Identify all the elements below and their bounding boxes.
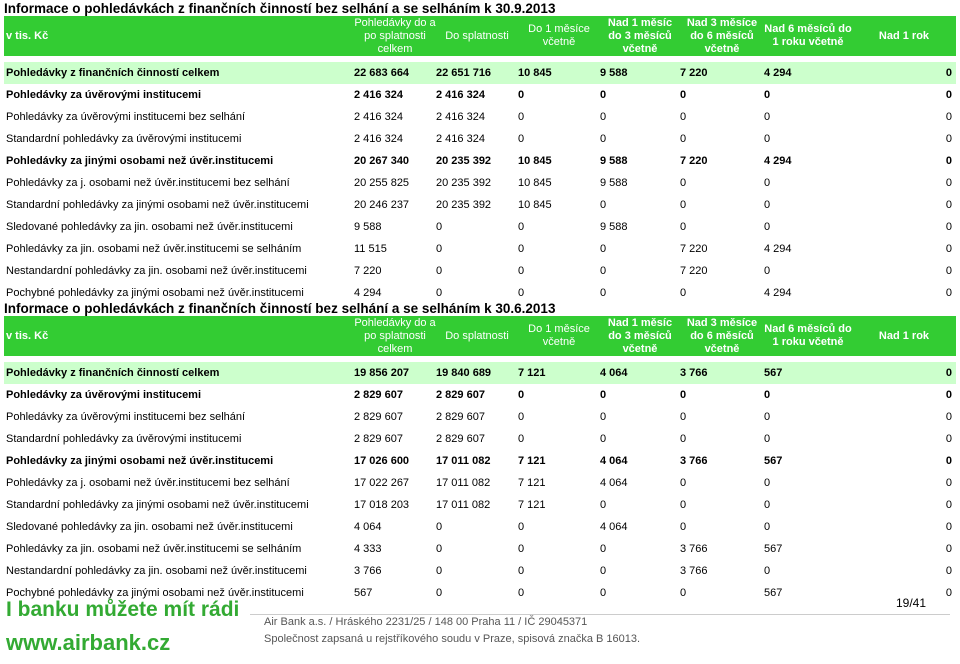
- receivables-table: [4, 316, 956, 604]
- row-label: Standardní pohledávky za jinými osobami než úvěr.institucemi: [6, 199, 309, 211]
- cell-value: 0: [764, 177, 771, 189]
- cell-value: 4 294: [764, 62, 852, 84]
- cell-value: 0: [764, 199, 771, 211]
- cell-value: 0: [945, 111, 952, 123]
- cell-value: 0: [518, 521, 525, 533]
- table-row: [4, 516, 956, 538]
- table-row: [4, 260, 956, 282]
- cell-value: 20 267 340: [354, 155, 410, 167]
- cell-value: 0: [945, 89, 952, 101]
- cell-value: 7 121: [518, 477, 546, 489]
- row-label: Nestandardní pohledávky za jin. osobami než úvěr.institucemi: [6, 265, 307, 277]
- cell-value: 0: [945, 433, 952, 445]
- cell-value: 0: [436, 565, 443, 577]
- cell-value: 4 294: [764, 155, 792, 167]
- cell-value: 0: [764, 521, 771, 533]
- cell-value: 0: [680, 177, 687, 189]
- table-row: [4, 472, 956, 494]
- website-link[interactable]: www.airbank.cz: [6, 630, 171, 655]
- cell-value: 0: [764, 221, 771, 233]
- column-header-1-3m: Nad 1 měsíc do 3 měsíců včetně: [600, 316, 680, 356]
- cell-value: 0: [518, 243, 525, 255]
- cell-value: 0: [518, 433, 525, 445]
- cell-value: 2 829 607: [354, 411, 403, 423]
- cell-value: 9 588: [600, 155, 628, 167]
- row-label: Pochybné pohledávky za jinými osobami než úvěr.institucemi: [6, 287, 304, 299]
- cell-value: 0: [680, 199, 687, 211]
- table-section-q2: [4, 302, 956, 604]
- cell-value: 0: [764, 89, 771, 101]
- cell-value: 567: [354, 587, 373, 599]
- cell-value: 0: [945, 499, 952, 511]
- table-row-total: [4, 362, 956, 384]
- cell-value: 3 766: [680, 455, 708, 467]
- brand-slogan: I banku můžete mít rádi: [6, 598, 240, 621]
- cell-value: 0: [600, 265, 607, 277]
- cell-value: 0: [764, 477, 771, 489]
- cell-value: 20 235 392: [436, 155, 492, 167]
- cell-value: 10 845: [518, 155, 552, 167]
- cell-value: 2 416 324: [354, 133, 403, 145]
- cell-value: 9 588: [354, 221, 382, 233]
- cell-value: 0: [680, 133, 687, 145]
- cell-value: 20 255 825: [354, 177, 410, 189]
- row-label: Sledované pohledávky za jin. osobami než úvěr.institucemi: [6, 221, 293, 233]
- row-label: Pohledávky za úvěrovými institucemi bez selhání: [6, 111, 246, 123]
- cell-value: 4 064: [600, 477, 628, 489]
- table-row: [4, 194, 956, 216]
- table-row: [4, 384, 956, 406]
- cell-value: 0: [764, 433, 771, 445]
- cell-value: 2 416 324: [354, 89, 403, 101]
- cell-value: 17 011 082: [436, 455, 491, 467]
- cell-value: 4 294: [354, 287, 382, 299]
- row-label: Pohledávky za úvěrovými institucemi: [6, 389, 202, 401]
- cell-value: 0: [436, 587, 443, 599]
- row-label: Pohledávky z finančních činností celkem: [4, 362, 354, 384]
- row-label: Pohledávky za jinými osobami než úvěr.institucemi: [6, 455, 274, 467]
- cell-value: 0: [945, 177, 952, 189]
- cell-value: 0: [518, 287, 525, 299]
- row-label: Sledované pohledávky za jin. osobami než úvěr.institucemi: [6, 521, 293, 533]
- table-row: [4, 428, 956, 450]
- cell-value: 2 416 324: [436, 89, 485, 101]
- cell-value: 3 766: [680, 543, 708, 555]
- row-label: Nestandardní pohledávky za jin. osobami než úvěr.institucemi: [6, 565, 307, 577]
- table-row: [4, 106, 956, 128]
- cell-value: 3 766: [354, 565, 382, 577]
- cell-value: 0: [764, 411, 771, 423]
- cell-value: 0: [600, 543, 607, 555]
- column-header-unit: v tis. Kč: [4, 316, 354, 356]
- cell-value: 0: [600, 89, 607, 101]
- row-label: Pohledávky z finančních činností celkem: [4, 62, 354, 84]
- cell-value: 0: [945, 221, 952, 233]
- section-title: Informace o pohledávkách z finančních činností bez selhání a se selháním k 30.9.2013: [4, 1, 556, 16]
- column-header-1m: Do 1 měsíce včetně: [518, 16, 600, 56]
- cell-value: 0: [518, 411, 525, 423]
- table-row: [4, 150, 956, 172]
- company-registration: Společnost zapsaná u rejstříkového soudu v Praze, spisová značka B 16013.: [264, 633, 641, 645]
- cell-value: 0: [945, 521, 952, 533]
- table-row: [4, 406, 956, 428]
- cell-value: 2 416 324: [436, 133, 485, 145]
- cell-value: 7 220: [680, 62, 764, 84]
- cell-value: 0: [852, 362, 956, 384]
- column-header-6-12m: Nad 6 měsíců do 1 roku včetně: [764, 16, 852, 56]
- cell-value: 9 588: [600, 177, 628, 189]
- cell-value: 0: [945, 199, 952, 211]
- column-header-unit: v tis. Kč: [4, 16, 354, 56]
- cell-value: 567: [764, 455, 783, 467]
- column-header-over-1y: Nad 1 rok: [852, 316, 956, 356]
- table-row: [4, 84, 956, 106]
- page-footer: [0, 594, 960, 664]
- cell-value: 0: [945, 565, 952, 577]
- column-header-3-6m: Nad 3 měsíce do 6 měsíců včetně: [680, 16, 764, 56]
- cell-value: 0: [764, 499, 771, 511]
- cell-value: 0: [518, 389, 525, 401]
- cell-value: 19 856 207: [354, 362, 436, 384]
- cell-value: 0: [680, 389, 687, 401]
- cell-value: 7 121: [518, 455, 546, 467]
- row-label: Pochybné pohledávky za jinými osobami než úvěr.institucemi: [6, 587, 304, 599]
- cell-value: 17 011 082: [436, 499, 491, 511]
- cell-value: 0: [600, 389, 607, 401]
- cell-value: 3 766: [680, 362, 764, 384]
- row-label: Standardní pohledávky za úvěrovými institucemi: [6, 433, 242, 445]
- cell-value: 3 766: [680, 565, 708, 577]
- cell-value: 22 651 716: [436, 62, 518, 84]
- cell-value: 17 022 267: [354, 477, 410, 489]
- cell-value: 0: [764, 265, 771, 277]
- cell-value: 17 011 082: [436, 477, 491, 489]
- cell-value: 20 235 392: [436, 199, 492, 211]
- column-header-total: Pohledávky do a po splatnosti celkem: [354, 316, 436, 355]
- row-label: Pohledávky za úvěrovými institucemi: [6, 89, 202, 101]
- column-header-not-due: Do splatnosti: [436, 16, 518, 56]
- cell-value: 0: [945, 389, 952, 401]
- cell-value: 10 845: [518, 177, 552, 189]
- cell-value: 4 333: [354, 543, 382, 555]
- column-header-6-12m: Nad 6 měsíců do 1 roku včetně: [764, 316, 852, 356]
- cell-value: 4 064: [600, 521, 628, 533]
- cell-value: 4 294: [764, 287, 792, 299]
- cell-value: 0: [680, 433, 687, 445]
- cell-value: 0: [680, 499, 687, 511]
- row-label: Pohledávky za jin. osobami než úvěr.institucemi se selháním: [6, 243, 302, 255]
- table-row: [4, 494, 956, 516]
- cell-value: 4 064: [600, 362, 680, 384]
- cell-value: 17 026 600: [354, 455, 410, 467]
- table-row-total: [4, 62, 956, 84]
- cell-value: 0: [436, 287, 443, 299]
- row-label: Pohledávky za jin. osobami než úvěr.institucemi se selháním: [6, 543, 302, 555]
- cell-value: 17 018 203: [354, 499, 410, 511]
- cell-value: 0: [945, 265, 952, 277]
- cell-value: 0: [518, 89, 525, 101]
- cell-value: 0: [680, 521, 687, 533]
- cell-value: 0: [600, 587, 607, 599]
- cell-value: 7 121: [518, 362, 600, 384]
- cell-value: 0: [764, 565, 771, 577]
- table-row: [4, 216, 956, 238]
- cell-value: 4 064: [354, 521, 382, 533]
- cell-value: 0: [518, 221, 525, 233]
- cell-value: 0: [945, 243, 952, 255]
- cell-value: 0: [600, 287, 607, 299]
- cell-value: 0: [680, 89, 687, 101]
- cell-value: 2 829 607: [436, 411, 485, 423]
- cell-value: 7 220: [680, 243, 708, 255]
- table-row: [4, 450, 956, 472]
- column-header-total: Pohledávky do a po splatnosti celkem: [354, 16, 436, 55]
- cell-value: 0: [600, 199, 607, 211]
- cell-value: 0: [680, 587, 687, 599]
- cell-value: 0: [852, 62, 956, 84]
- cell-value: 0: [600, 111, 607, 123]
- section-title: Informace o pohledávkách z finančních činností bez selhání a se selháním k 30.6.2013: [4, 301, 556, 316]
- cell-value: 0: [764, 389, 771, 401]
- cell-value: 10 845: [518, 62, 600, 84]
- cell-value: 4 294: [764, 243, 792, 255]
- cell-value: 0: [680, 221, 687, 233]
- cell-value: 9 588: [600, 62, 680, 84]
- row-label: Standardní pohledávky za úvěrovými institucemi: [6, 133, 242, 145]
- cell-value: 4 064: [600, 455, 628, 467]
- cell-value: 7 220: [680, 265, 708, 277]
- cell-value: 2 416 324: [436, 111, 485, 123]
- cell-value: 20 235 392: [436, 177, 492, 189]
- cell-value: 567: [764, 587, 783, 599]
- cell-value: 0: [600, 243, 607, 255]
- cell-value: 19 840 689: [436, 362, 518, 384]
- cell-value: 0: [436, 221, 443, 233]
- table-row: [4, 238, 956, 260]
- cell-value: 0: [680, 287, 687, 299]
- footer-divider: [250, 614, 950, 615]
- row-label: Pohledávky za úvěrovými institucemi bez selhání: [6, 411, 246, 423]
- table-row: [4, 538, 956, 560]
- cell-value: 0: [518, 543, 525, 555]
- cell-value: 22 683 664: [354, 62, 436, 84]
- cell-value: 0: [436, 521, 443, 533]
- column-header-over-1y: Nad 1 rok: [852, 16, 956, 56]
- cell-value: 0: [680, 111, 687, 123]
- cell-value: 0: [600, 499, 607, 511]
- cell-value: 0: [600, 565, 607, 577]
- cell-value: 0: [600, 433, 607, 445]
- cell-value: 7 220: [354, 265, 382, 277]
- cell-value: 0: [518, 111, 525, 123]
- cell-value: 0: [600, 411, 607, 423]
- table-row: [4, 560, 956, 582]
- cell-value: 0: [518, 265, 525, 277]
- cell-value: 0: [518, 565, 525, 577]
- table-row: [4, 128, 956, 150]
- cell-value: 7 121: [518, 499, 546, 511]
- cell-value: 2 829 607: [354, 433, 403, 445]
- cell-value: 9 588: [600, 221, 628, 233]
- cell-value: 0: [436, 265, 443, 277]
- page-number: 19/41: [896, 596, 927, 610]
- row-label: Pohledávky za j. osobami než úvěr.institucemi bez selhání: [6, 177, 290, 189]
- receivables-table: [4, 16, 956, 304]
- cell-value: 2 829 607: [354, 389, 403, 401]
- cell-value: 0: [680, 411, 687, 423]
- row-label: Pohledávky za jinými osobami než úvěr.institucemi: [6, 155, 274, 167]
- column-header-1-3m: Nad 1 měsíc do 3 měsíců včetně: [600, 16, 680, 56]
- cell-value: 0: [436, 543, 443, 555]
- cell-value: 0: [945, 477, 952, 489]
- cell-value: 2 829 607: [436, 389, 485, 401]
- cell-value: 0: [945, 133, 952, 145]
- column-header-not-due: Do splatnosti: [436, 316, 518, 356]
- cell-value: 0: [945, 287, 952, 299]
- row-label: Pohledávky za j. osobami než úvěr.institucemi bez selhání: [6, 477, 290, 489]
- table-section-q3: [4, 2, 956, 304]
- cell-value: 0: [764, 133, 771, 145]
- cell-value: 11 515: [354, 243, 387, 255]
- cell-value: 0: [436, 243, 443, 255]
- cell-value: 10 845: [518, 199, 552, 211]
- cell-value: 0: [945, 411, 952, 423]
- cell-value: 7 220: [680, 155, 708, 167]
- cell-value: 567: [764, 362, 852, 384]
- column-header-3-6m: Nad 3 měsíce do 6 měsíců včetně: [680, 316, 764, 356]
- cell-value: 0: [945, 543, 952, 555]
- cell-value: 20 246 237: [354, 199, 410, 211]
- cell-value: 567: [764, 543, 783, 555]
- row-label: Standardní pohledávky za jinými osobami než úvěr.institucemi: [6, 499, 309, 511]
- cell-value: 0: [764, 111, 771, 123]
- cell-value: 0: [680, 477, 687, 489]
- cell-value: 0: [945, 455, 952, 467]
- cell-value: 0: [945, 155, 952, 167]
- cell-value: 0: [945, 587, 952, 599]
- cell-value: 0: [518, 133, 525, 145]
- table-row: [4, 172, 956, 194]
- cell-value: 0: [600, 133, 607, 145]
- column-header-1m: Do 1 měsíce včetně: [518, 316, 600, 356]
- cell-value: 2 416 324: [354, 111, 403, 123]
- cell-value: 0: [518, 587, 525, 599]
- company-address: Air Bank a.s. / Hráského 2231/25 / 148 00 Praha 11 / IČ 29045371: [264, 616, 588, 628]
- cell-value: 2 829 607: [436, 433, 485, 445]
